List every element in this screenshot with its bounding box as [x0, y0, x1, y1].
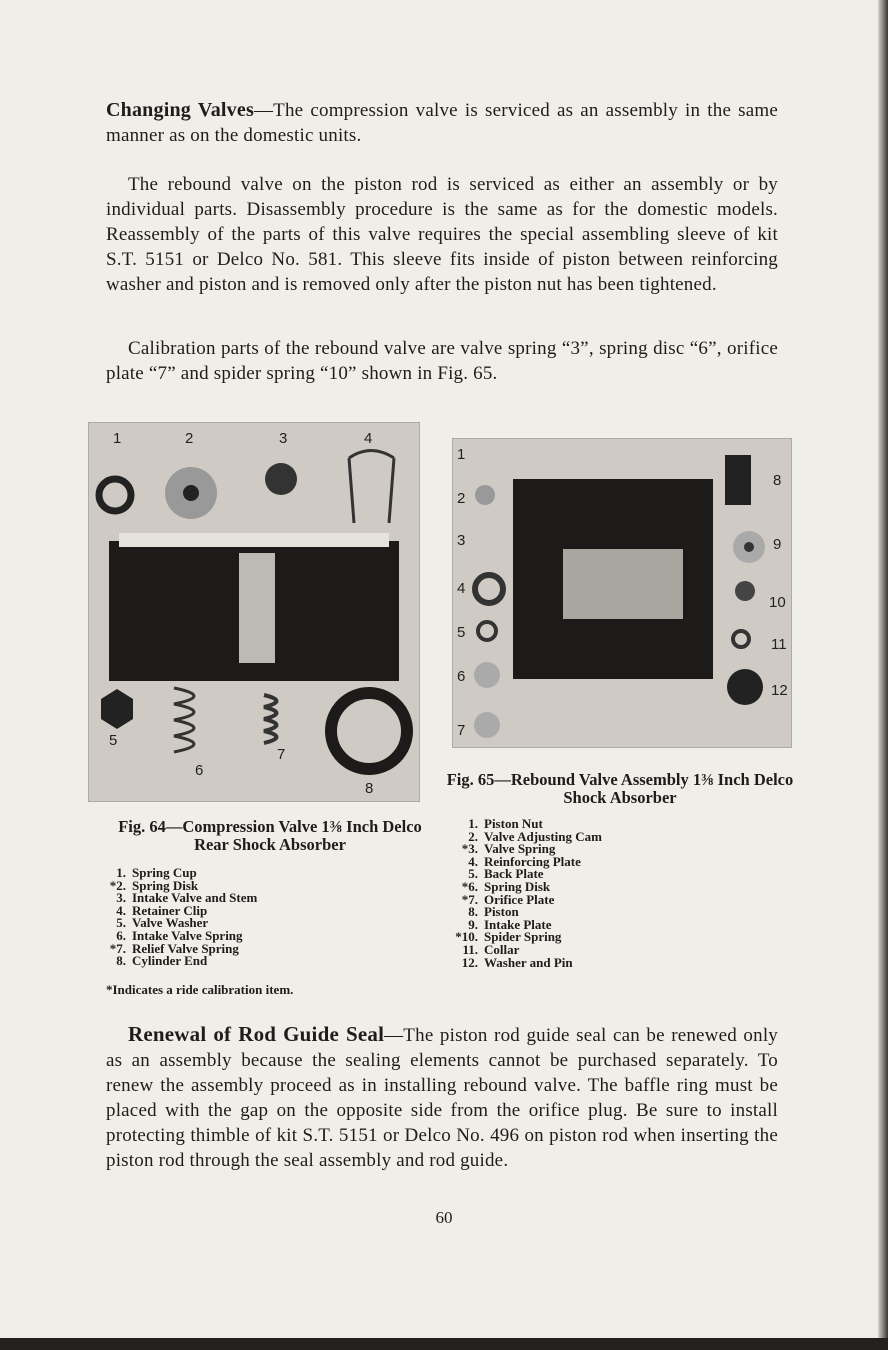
page-edge-shadow	[878, 0, 888, 1350]
item-label: Orifice Plate	[484, 891, 555, 907]
item-number: *7.	[109, 940, 126, 956]
parts-list-item	[452, 954, 602, 970]
item-number: *3.	[461, 841, 478, 857]
paragraph-rebound-valve: The rebound valve on the piston rod is serviced as either an assembly or by individual parts. Disassembly procedure is the same as for the domestic models. Reassembly of the parts of this valve requires the special assembling sleeve of kit S.T. 5151 or Delco No. 581. This sleeve fits inside of piston between reinforcing washer and piston and is removed only after the piston nut has been tightened.	[106, 174, 778, 295]
callout-3: 3	[457, 532, 466, 549]
callout-2: 2	[457, 490, 466, 507]
parts-list-item	[100, 955, 257, 968]
item-label: Spring Disk	[484, 878, 551, 894]
item-number: 4.	[468, 853, 478, 869]
item-label: Cylinder End	[132, 953, 208, 969]
item-number: 9.	[468, 916, 478, 932]
section-heading: Renewal of Rod Guide Seal	[128, 1022, 385, 1046]
item-number: 4.	[116, 902, 126, 918]
item-number: 11.	[462, 941, 478, 957]
item-number: 12.	[461, 954, 478, 970]
item-label: Valve Washer	[132, 915, 209, 931]
callout-11: 11	[771, 636, 787, 653]
callout-3: 3	[279, 430, 288, 447]
callout-12: 12	[771, 682, 788, 699]
item-number: *6.	[461, 878, 478, 894]
item-number: 5.	[468, 866, 478, 882]
item-label: Relief Valve Spring	[132, 940, 239, 956]
item-number: 3.	[116, 890, 126, 906]
callout-4: 4	[364, 430, 373, 447]
callout-7: 7	[457, 722, 466, 739]
item-number: 2.	[468, 828, 478, 844]
item-label: Back Plate	[484, 866, 544, 882]
item-number: 1.	[468, 816, 478, 831]
item-label: Piston	[484, 904, 519, 920]
item-number: *10.	[455, 929, 478, 945]
item-number: 8.	[116, 953, 126, 969]
callout-1: 1	[457, 446, 466, 463]
paragraph-text: —The compression valve is serviced as an assembly in the same manner as on the domestic units.	[106, 100, 778, 146]
callout-8: 8	[365, 780, 374, 797]
figure-64-parts-list	[100, 867, 257, 968]
paragraph-text: —The piston rod guide seal can be renewed only as an assembly because the sealing elements cannot be purchased separately. To renew the assembly proceed as in installing rebound valve. The baffle ring must be placed with the gap on the opposite side from the orifice plug. Be sure to install protecting thimble of kit S.T. 5151 or Delco No. 496 on piston rod when inserting the piston rod through the seal assembly and rod guide.	[106, 1025, 778, 1171]
item-label: Collar	[484, 941, 520, 957]
figure-65-caption: Fig. 65—Rebound Valve Assembly 1⅜ Inch Delco Shock Absorber	[446, 770, 794, 807]
item-label: Valve Adjusting Cam	[484, 828, 602, 844]
item-number: *2.	[109, 877, 126, 893]
item-label: Valve Spring	[484, 841, 556, 857]
item-number: *7.	[461, 891, 478, 907]
page-bottom-edge	[0, 1338, 888, 1350]
item-label: Intake Valve and Stem	[132, 890, 258, 906]
figure-65-parts-list	[452, 818, 602, 969]
item-number: 8.	[468, 904, 478, 920]
callout-7: 7	[277, 746, 286, 763]
item-label: Intake Valve Spring	[132, 927, 243, 943]
callout-4: 4	[457, 580, 466, 597]
callout-5: 5	[109, 732, 118, 749]
figure-64-caption: Fig. 64—Compression Valve 1⅜ Inch Delco Rear Shock Absorber	[118, 817, 422, 854]
item-label: Reinforcing Plate	[484, 853, 581, 869]
callout-6: 6	[195, 762, 204, 779]
callout-8: 8	[773, 472, 782, 489]
item-number: 5.	[116, 915, 126, 931]
section-heading: Changing Valves	[106, 99, 254, 121]
calibration-note: *Indicates a ride calibration item.	[106, 982, 294, 997]
item-label: Spring Cup	[132, 865, 197, 880]
callout-10: 10	[769, 594, 786, 611]
item-label: Spider Spring	[484, 929, 562, 945]
callout-6: 6	[457, 668, 466, 685]
item-label: Washer and Pin	[484, 954, 573, 970]
page-number: 60	[435, 1208, 453, 1227]
paragraph-changing-valves	[106, 98, 778, 148]
item-label: Retainer Clip	[132, 902, 208, 918]
figure-64-image	[88, 422, 420, 802]
callout-5: 5	[457, 624, 466, 641]
paragraph-calibration: Calibration parts of the rebound valve are valve spring “3”, spring disc “6”, orifice plate “7” and spider spring “10” shown in Fig. 65.	[106, 338, 778, 384]
item-label: Spring Disk	[132, 877, 199, 893]
callout-2: 2	[185, 430, 194, 447]
figure-65-image	[452, 438, 792, 748]
item-label: Intake Plate	[484, 916, 552, 932]
paragraph-renewal	[106, 1022, 778, 1173]
callout-1: 1	[113, 430, 122, 447]
item-label: Piston Nut	[484, 816, 543, 831]
item-number: 1.	[116, 865, 126, 880]
item-number: 6.	[116, 927, 126, 943]
callout-9: 9	[773, 536, 782, 553]
